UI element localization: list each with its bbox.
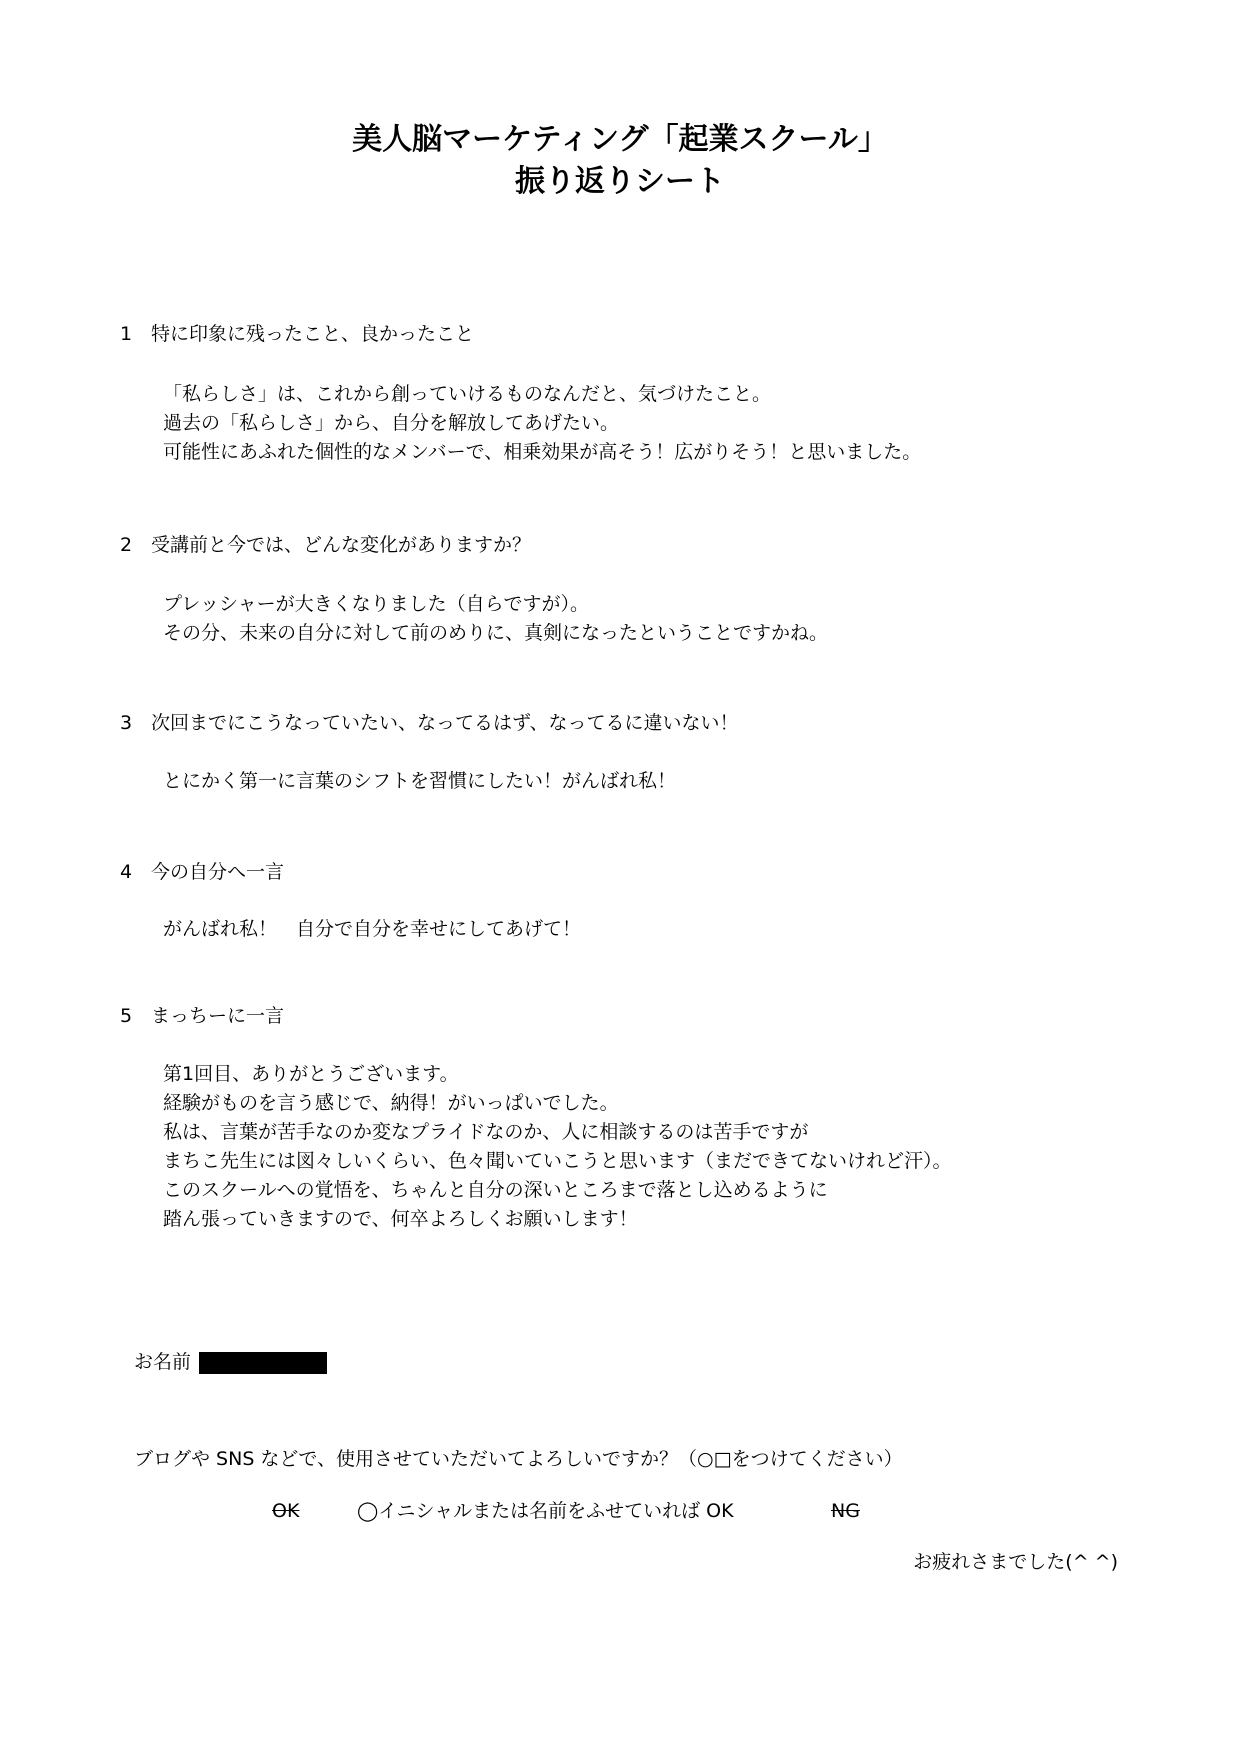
- question-1: [120, 322, 474, 346]
- answer-line: がんばれ私！ 自分で自分を幸せにしてあげて！: [163, 918, 582, 940]
- consent-option-ok: OK: [272, 1500, 300, 1522]
- question-number: 1: [120, 323, 133, 345]
- question-number: 2: [120, 534, 133, 556]
- answer-1: [163, 380, 921, 467]
- question-number: 5: [120, 1005, 133, 1027]
- question-text: 特に印象に残ったこと、良かったこと: [151, 323, 475, 345]
- answer-line: プレッシャーが大きくなりました（自らですが）。: [163, 593, 589, 615]
- question-4: [120, 860, 284, 884]
- sheet-title-line1: 美人脳マーケティング「起業スクール」: [352, 122, 888, 157]
- redacted-name-block: [199, 1352, 327, 1374]
- question-text: 次回までにこうなっていたい、なってるはず、なってるに違いない！: [151, 712, 739, 734]
- consent-question: ブログや SNS などで、使用させていただいてよろしいですか？（○□をつけてください）: [134, 1448, 903, 1470]
- answer-line: 踏ん張っていきますので、何卒よろしくお願いします！: [163, 1208, 638, 1230]
- answer-3: [163, 767, 676, 796]
- consent-option-ng: NG: [831, 1500, 860, 1522]
- name-row: [134, 1350, 327, 1374]
- question-number: 3: [120, 712, 133, 734]
- answer-4: [163, 915, 581, 944]
- answer-5: [163, 1060, 952, 1234]
- question-5: [120, 1004, 284, 1028]
- answer-line: 私は、言葉が苦手なのか変なプライドなのか、人に相談するのは苦手ですが: [163, 1121, 809, 1143]
- closing-message: お疲れさまでした(^ ^): [913, 1551, 1118, 1573]
- answer-line: 可能性にあふれた個性的なメンバーで、相乗効果が高そう！広がりそう！と思いました。: [163, 441, 922, 463]
- answer-line: 過去の「私らしさ」から、自分を解放してあげたい。: [163, 412, 620, 434]
- question-3: [120, 711, 738, 735]
- question-text: 今の自分へ一言: [151, 861, 285, 883]
- consent-option-initial: ◯イニシャルまたは名前をふせていれば OK: [357, 1500, 734, 1522]
- answer-line: とにかく第一に言葉のシフトを習慣にしたい！がんばれ私！: [163, 770, 677, 792]
- question-text: まっちーに一言: [151, 1005, 285, 1027]
- answer-line: 経験がものを言う感じで、納得！がいっぱいでした。: [163, 1092, 619, 1114]
- question-2: [120, 533, 531, 557]
- question-number: 4: [120, 861, 133, 883]
- sheet-title-line2: 振り返りシート: [515, 164, 725, 199]
- answer-line: 「私らしさ」は、これから創っていけるものなんだと、気づけたこと。: [163, 383, 772, 405]
- name-label: お名前: [134, 1351, 192, 1373]
- answer-line: まちこ先生には図々しいくらい、色々聞いていこうと思います（まだできてないけれど汗）。: [163, 1150, 952, 1172]
- answer-2: [163, 590, 828, 648]
- answer-line: 第1回目、ありがとうございます。: [163, 1063, 459, 1085]
- answer-line: その分、未来の自分に対して前のめりに、真剣になったということですかね。: [163, 622, 829, 644]
- answer-line: このスクールへの覚悟を、ちゃんと自分の深いところまで落とし込めるように: [163, 1179, 828, 1201]
- question-text: 受講前と今では、どんな変化がありますか？: [151, 534, 532, 556]
